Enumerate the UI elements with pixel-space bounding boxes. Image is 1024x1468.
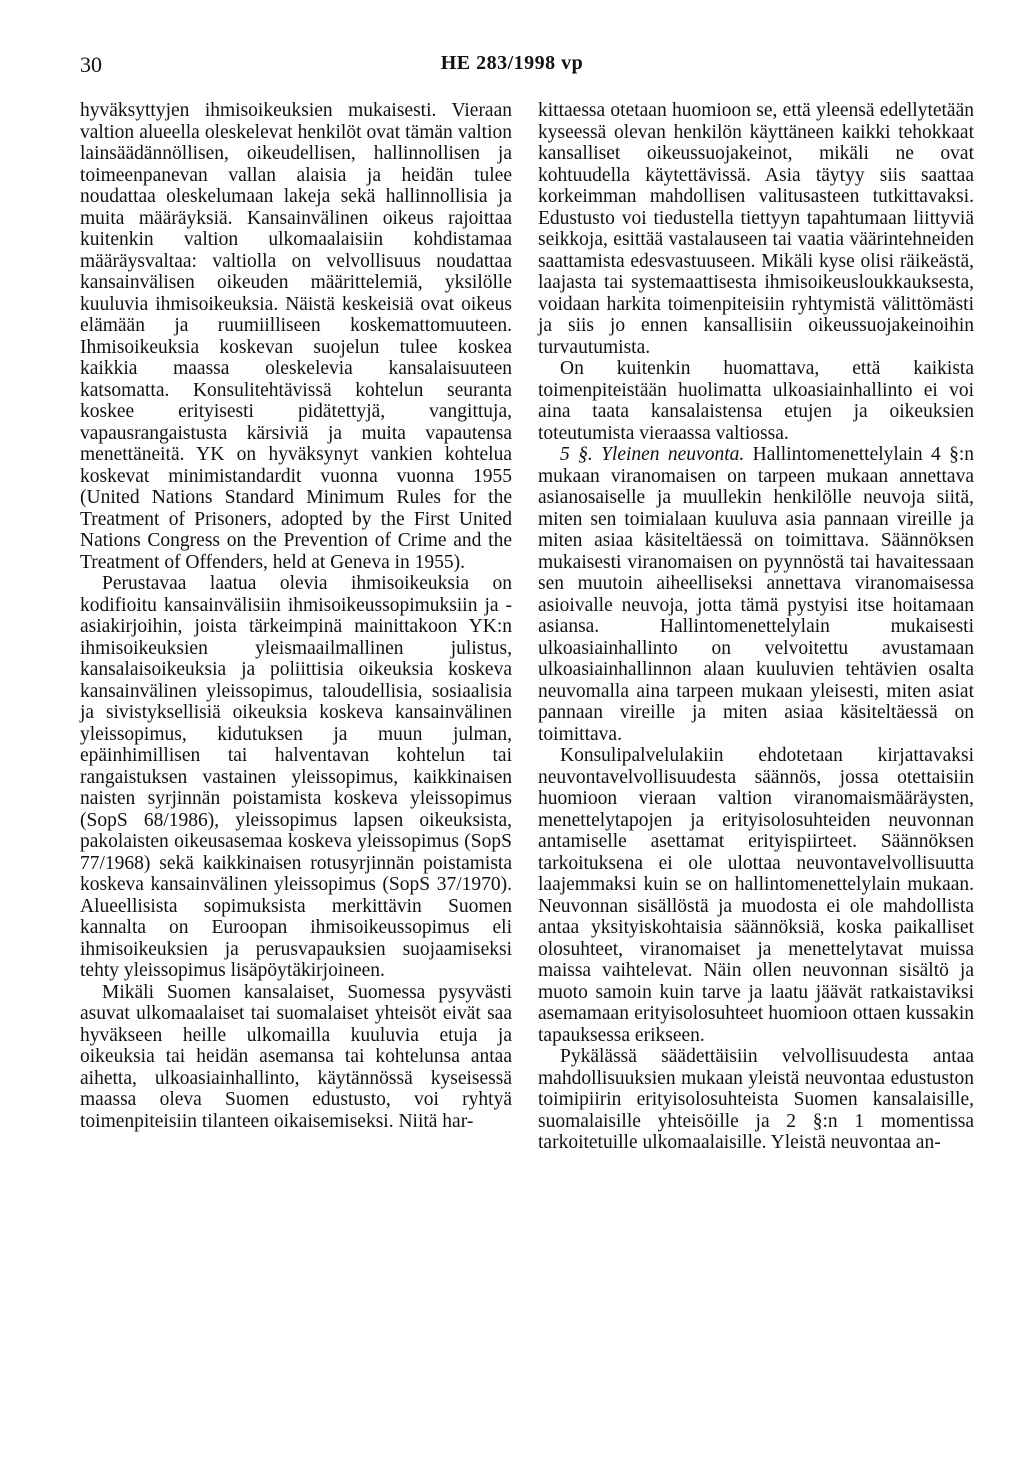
right-paragraph-5: Pykälässä säädettäisiin velvollisuudesta antaa mahdollisuuksien mukaan yleistä neuvontaa edustuston toimipiirin erityisolosuhteista Suomen kansalaisille, suomalaisille yhteisöille ja 2 §:n 1 momentissa tarkoitetuille ulkomaalaisille. Yleistä neuvontaa an- [538,1046,974,1153]
section-heading: 5 §. Yleinen neuvonta. [560,444,745,465]
left-column [80,100,512,1132]
left-paragraph-1: hyväksyttyjen ihmisoikeuksien mukaisesti. Vieraan valtion alueella oleskelevat henkilöt ovat tämän valtion lainsäädännöllisen, oikeudellisen, hallinnollisen ja toimeenpanevan vallan alaisia ja heidän tulee noudattaa oleskelumaan lakeja sekä hallinnollisia ja muita määräyksiä. Kansainvälinen oikeus rajoittaa kuitenkin valtion ulkomaalaisiin kohdistamaa määräysvaltaa: valtiolla on velvollisuus noudattaa kansainvälisen oikeuden määrittelemiä, yksilölle kuuluvia ihmisoikeuksia. Näistä keskeisiä ovat oikeus elämään ja ruumiilliseen koskemattomuuteen. Ihmisoikeuksia koskevan suojelun tulee koskea kaikkia maassa oleskelevia kansalaisuuteen katsomatta. Konsulitehtävissä kohtelun seuranta koskee erityisesti pidätettyjä, vangittuja, vapausrangaistusta kärsiviä ja muita vapautensa menettäneitä. YK on hyväksynyt vankien kohtelua koskevat minimistandardit vuonna vuonna 1955 (United Nations Standard Minimum Rules for the Treatment of Prisoners, adopted by the First United Nations Congress on the Prevention of Crime and the Treatment of Offenders, held at Geneva in 1955). [80,100,512,573]
right-paragraph-2: On kuitenkin huomattava, että kaikista toimenpiteistään huolimatta ulkoasiainhallinto ei voi aina taata kansalaistensa etujen ja oikeuksien toteutumista vieraassa valtiossa. [538,358,974,444]
left-paragraph-3: Mikäli Suomen kansalaiset, Suomessa pysyvästi asuvat ulkomaalaiset tai suomalaiset yhteisöt eivät saa hyväkseen heille ulkomailla kuuluvia etuja ja oikeuksia tai heidän asemansa tai kohtelunsa antaa aihetta, ulkoasiainhallinto, käytännössä kyseisessä maassa oleva Suomen edustusto, voi ryhtyä toimenpiteisiin tilanteen oikaisemiseksi. Niitä har- [80,981,512,1132]
right-paragraph-1: kittaessa otetaan huomioon se, että yleensä edellytetään kyseessä olevan henkilön käyttäneen kaikki tehokkaat kansalliset oikeussuojakeinot, mikäli ne ovat kohtuudella käytettävissä. Asia täytyy siis saattaa korkeimman mahdollisen valitusasteen tutkittavaksi. Edustusto voi tiedustella tiettyyn tapahtumaan liittyviä seikkoja, esittää vastalauseen tai vaatia väärintehneiden saattamista edesvastuuseen. Mikäli kyse olisi räikeästä, laajasta tai systemaattisesta ihmisoikeusloukkauksesta, voidaan harkita toimenpiteisiin ryhtymistä välittömästi ja siis jo ennen kansallisiin oikeussuojakeinoihin turvautumista. [538,100,974,358]
right-paragraph-4: Konsulipalvelulakiin ehdotetaan kirjattavaksi neuvontavelvollisuudesta säännös, jossa otettaisiin huomioon vieraan valtion viranomaismääräysten, menettelytapojen ja erityisolosuhteiden neuvonnan antamiselle asettamat erityispiirteet. Säännöksen tarkoituksena ei ole ulottaa neuvontavelvollisuutta laajemmaksi kuin se on hallintomenettelylain mukaan. Neuvonnan sisällöstä ja muodosta ei ole mahdollista antaa yksityiskohtaisia säännöksiä, koska paikalliset olosuhteet, viranomaiset ja menettelytavat muissa maissa vaihtelevat. Näin ollen neuvonnan sisältö ja muoto samoin kuin tarve ja laatu jäävät ratkaistaviksi asemamaan erityisolosuhteet huomioon ottaen kussakin tapauksessa erikseen. [538,745,974,1046]
left-paragraph-2: Perustavaa laatua olevia ihmisoikeuksia on kodifioitu kansainvälisiin ihmisoikeussopimuksiin ja -asiakirjoihin, joista tärkeimpinä mainittakoon YK:n ihmisoikeuksien yleismaailmallinen julistus, kansalaisoikeuksia ja poliittisia oikeuksia koskeva kansainvälinen yleissopimus, taloudellisia, sosiaalisia ja sivistyksellisiä oikeuksia koskeva kansainvälinen yleissopimus, kidutuksen ja muun julman, epäinhimillisen tai halventavan kohtelun tai rangaistuksen vastainen yleissopimus, kaikkinaisen naisten syrjinnän poistamista koskeva yleissopimus (SopS 68/1986), yleissopimus lapsen oikeuksista, pakolaisten oikeusasemaa koskeva yleissopimus (SopS 77/1968) sekä kaikkinaisen rotusyrjinnän poistamista koskeva kansainvälinen yleissopimus (SopS 37/1970). Alueellisista sopimuksista merkittävin Suomen kannalta on Euroopan ihmisoikeussopimus eli ihmisoikeuksien ja perusvapauksien suojaamiseksi tehty yleissopimus lisäpöytäkirjoineen. [80,573,512,981]
section-body: Hallintomenettelylain 4 §:n mukaan viranomaisen on tarpeen mukaan annettava asianosaiselle ja muullekin henkilölle neuvoja siitä, miten sen toimialaan kuuluva asia pannaan vireille ja miten asiaa käsiteltäessä on toimittava. Säännöksen mukaisesti viranomaisen on pyynnöstä tai havaitessaan sen muutoin aiheelliseksi annettava viranomaisessa asioivalle neuvoja, jotta tämä pystyisi itse hoitamaan asiansa. Hallintomenettelylain mukaisesti ulkoasiainhallinto on velvoitettu avustamaan ulkoasiainhallinnon alaan kuuluvien tehtävien osalta neuvomalla aina tarpeen mukaan yleisesti, miten asiat pannaan vireille ja miten asiaa käsiteltäessä on toimittava. [538,444,975,745]
document-id: HE 283/1998 vp [440,52,584,74]
right-column [538,100,974,1154]
right-paragraph-3 [538,444,974,745]
page-header [80,52,944,82]
page-number: 30 [80,52,102,77]
